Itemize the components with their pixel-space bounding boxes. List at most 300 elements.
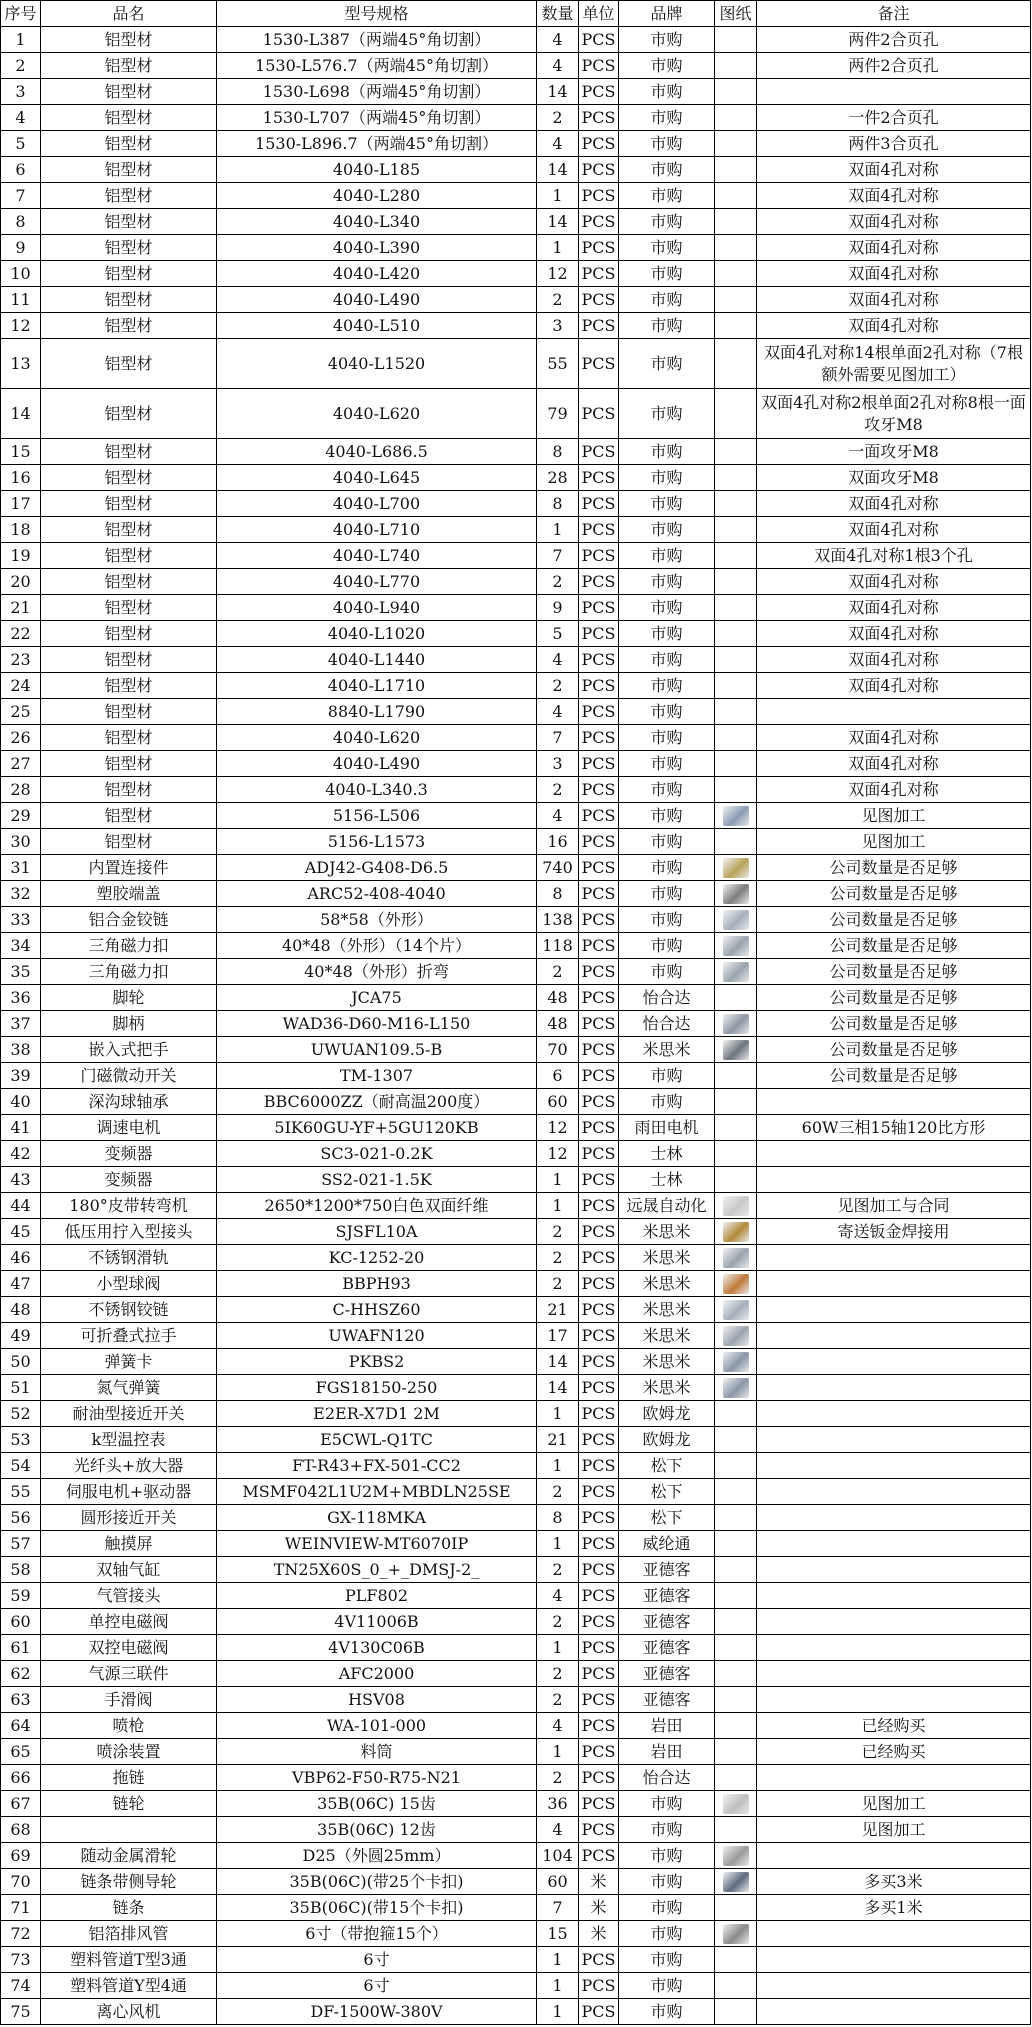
cell-spec: TN25X60S_0_+_DMSJ-2_ bbox=[217, 1557, 537, 1583]
cell-index: 75 bbox=[1, 1999, 41, 2025]
cell-spec: 4040-L620 bbox=[217, 389, 537, 439]
cell-drawing bbox=[715, 933, 757, 959]
cell-unit: PCS bbox=[579, 79, 619, 105]
table-row bbox=[1, 1167, 1031, 1193]
cell-spec: 6寸 bbox=[217, 1947, 537, 1973]
cell-spec: 1530-L576.7（两端45°角切割） bbox=[217, 53, 537, 79]
cell-brand: 市购 bbox=[619, 1895, 715, 1921]
cell-unit: PCS bbox=[579, 829, 619, 855]
cell-remark bbox=[757, 1375, 1031, 1401]
cell-unit: PCS bbox=[579, 389, 619, 439]
cell-brand: 市购 bbox=[619, 1063, 715, 1089]
cell-name bbox=[41, 1817, 217, 1843]
table-row bbox=[1, 751, 1031, 777]
cell-qty: 5 bbox=[537, 621, 579, 647]
cell-brand: 米思米 bbox=[619, 1297, 715, 1323]
cell-brand: 米思米 bbox=[619, 1323, 715, 1349]
cell-remark: 双面4孔对称14根单面2孔对称（7根额外需要见图加工） bbox=[757, 339, 1031, 389]
cell-brand: 市购 bbox=[619, 881, 715, 907]
cell-spec: 35B(06C) 15齿 bbox=[217, 1791, 537, 1817]
cell-index: 44 bbox=[1, 1193, 41, 1219]
cell-name: 铝型材 bbox=[41, 569, 217, 595]
cell-drawing bbox=[715, 907, 757, 933]
cell-qty: 14 bbox=[537, 1349, 579, 1375]
cell-remark: 双面4孔对称 bbox=[757, 595, 1031, 621]
sprocket-thumbnail-icon bbox=[723, 1794, 749, 1814]
cell-remark: 一面攻牙M8 bbox=[757, 439, 1031, 465]
cell-drawing bbox=[715, 1791, 757, 1817]
header-cell-drawing: 图纸 bbox=[715, 1, 757, 27]
cell-remark bbox=[757, 1089, 1031, 1115]
cell-name: 塑胶端盖 bbox=[41, 881, 217, 907]
cell-qty: 21 bbox=[537, 1297, 579, 1323]
cell-index: 18 bbox=[1, 517, 41, 543]
cell-brand: 怡合达 bbox=[619, 1765, 715, 1791]
cell-name: 调速电机 bbox=[41, 1115, 217, 1141]
cell-remark bbox=[757, 1557, 1031, 1583]
cell-remark bbox=[757, 1531, 1031, 1557]
cell-spec: MSMF042L1U2M+MBDLN25SE bbox=[217, 1479, 537, 1505]
cell-remark: 公司数量是否足够 bbox=[757, 881, 1031, 907]
cell-drawing bbox=[715, 1661, 757, 1687]
table-row bbox=[1, 1869, 1031, 1895]
cell-unit: PCS bbox=[579, 1583, 619, 1609]
cell-unit: PCS bbox=[579, 855, 619, 881]
cell-name: 脚轮 bbox=[41, 985, 217, 1011]
cell-spec: SC3-021-0.2K bbox=[217, 1141, 537, 1167]
cell-drawing bbox=[715, 131, 757, 157]
cell-drawing bbox=[715, 1973, 757, 1999]
cell-name: 铝型材 bbox=[41, 725, 217, 751]
cell-index: 53 bbox=[1, 1427, 41, 1453]
cell-index: 38 bbox=[1, 1037, 41, 1063]
cell-index: 47 bbox=[1, 1271, 41, 1297]
cell-brand: 亚德客 bbox=[619, 1609, 715, 1635]
cell-index: 27 bbox=[1, 751, 41, 777]
cell-brand: 市购 bbox=[619, 131, 715, 157]
cell-drawing bbox=[715, 439, 757, 465]
cell-remark: 双面4孔对称 bbox=[757, 157, 1031, 183]
cell-name: 离心风机 bbox=[41, 1999, 217, 2025]
cell-remark bbox=[757, 1661, 1031, 1687]
cell-drawing bbox=[715, 517, 757, 543]
cell-remark: 双面4孔对称1根3个孔 bbox=[757, 543, 1031, 569]
cell-remark: 双面4孔对称 bbox=[757, 517, 1031, 543]
cell-index: 30 bbox=[1, 829, 41, 855]
cell-index: 19 bbox=[1, 543, 41, 569]
cell-name: 铝型材 bbox=[41, 157, 217, 183]
cell-unit: PCS bbox=[579, 1271, 619, 1297]
table-row bbox=[1, 439, 1031, 465]
cell-qty: 1 bbox=[537, 183, 579, 209]
cell-unit: PCS bbox=[579, 27, 619, 53]
cell-drawing bbox=[715, 1323, 757, 1349]
cell-name: 变频器 bbox=[41, 1141, 217, 1167]
cell-name: 深沟球轴承 bbox=[41, 1089, 217, 1115]
cell-brand: 市购 bbox=[619, 235, 715, 261]
cell-brand: 士林 bbox=[619, 1141, 715, 1167]
cell-brand: 市购 bbox=[619, 339, 715, 389]
cell-brand: 亚德客 bbox=[619, 1635, 715, 1661]
joint-thumbnail-icon bbox=[723, 1222, 749, 1242]
cell-name: 双轴气缸 bbox=[41, 1557, 217, 1583]
cell-name: 链条带侧导轮 bbox=[41, 1869, 217, 1895]
cell-qty: 6 bbox=[537, 1063, 579, 1089]
cell-name: 铝型材 bbox=[41, 829, 217, 855]
cell-name: 链条 bbox=[41, 1895, 217, 1921]
cell-spec: 35B(06C) 12齿 bbox=[217, 1817, 537, 1843]
cell-index: 71 bbox=[1, 1895, 41, 1921]
cell-name: 拖链 bbox=[41, 1765, 217, 1791]
cell-spec: 4040-L1710 bbox=[217, 673, 537, 699]
table-row bbox=[1, 157, 1031, 183]
cell-unit: PCS bbox=[579, 647, 619, 673]
cell-name: 气源三联件 bbox=[41, 1661, 217, 1687]
table-row bbox=[1, 465, 1031, 491]
cell-index: 7 bbox=[1, 183, 41, 209]
cell-brand: 市购 bbox=[619, 647, 715, 673]
cell-drawing bbox=[715, 235, 757, 261]
cell-spec: SS2-021-1.5K bbox=[217, 1167, 537, 1193]
cell-unit: PCS bbox=[579, 157, 619, 183]
cell-drawing bbox=[715, 699, 757, 725]
cell-drawing bbox=[715, 1999, 757, 2025]
cell-spec: 1530-L698（两端45°角切割） bbox=[217, 79, 537, 105]
cell-qty: 7 bbox=[537, 543, 579, 569]
cell-qty: 70 bbox=[537, 1037, 579, 1063]
cell-spec: 5156-L1573 bbox=[217, 829, 537, 855]
cell-spec: 4040-L770 bbox=[217, 569, 537, 595]
cell-name: 三角磁力扣 bbox=[41, 933, 217, 959]
cell-spec: 4040-L1520 bbox=[217, 339, 537, 389]
cell-drawing bbox=[715, 1219, 757, 1245]
cell-qty: 7 bbox=[537, 1895, 579, 1921]
cell-index: 3 bbox=[1, 79, 41, 105]
cell-brand: 市购 bbox=[619, 53, 715, 79]
table-row bbox=[1, 1427, 1031, 1453]
cell-drawing bbox=[715, 1271, 757, 1297]
cell-spec: 8840-L1790 bbox=[217, 699, 537, 725]
cell-index: 28 bbox=[1, 777, 41, 803]
cell-drawing bbox=[715, 1167, 757, 1193]
cell-spec: 1530-L896.7（两端45°角切割） bbox=[217, 131, 537, 157]
cell-drawing bbox=[715, 287, 757, 313]
cell-drawing bbox=[715, 1609, 757, 1635]
cell-name: 双控电磁阀 bbox=[41, 1635, 217, 1661]
cell-unit: PCS bbox=[579, 595, 619, 621]
cell-brand: 市购 bbox=[619, 907, 715, 933]
cell-qty: 8 bbox=[537, 881, 579, 907]
cell-drawing bbox=[715, 829, 757, 855]
cell-index: 37 bbox=[1, 1011, 41, 1037]
table-row bbox=[1, 1921, 1031, 1947]
cell-remark: 已经购买 bbox=[757, 1739, 1031, 1765]
cell-spec: ARC52-408-4040 bbox=[217, 881, 537, 907]
table-row bbox=[1, 1063, 1031, 1089]
cell-qty: 9 bbox=[537, 595, 579, 621]
cell-unit: PCS bbox=[579, 105, 619, 131]
cap-thumbnail-icon bbox=[723, 884, 749, 904]
cell-index: 57 bbox=[1, 1531, 41, 1557]
cell-name: 铝型材 bbox=[41, 517, 217, 543]
cell-index: 26 bbox=[1, 725, 41, 751]
cell-index: 12 bbox=[1, 313, 41, 339]
cell-spec: 35B(06C)(带15个卡扣) bbox=[217, 1895, 537, 1921]
cell-unit: PCS bbox=[579, 1817, 619, 1843]
cell-remark bbox=[757, 1453, 1031, 1479]
cell-drawing bbox=[715, 959, 757, 985]
cell-name: 铝型材 bbox=[41, 287, 217, 313]
cell-qty: 2 bbox=[537, 1609, 579, 1635]
cell-brand: 亚德客 bbox=[619, 1583, 715, 1609]
cell-qty: 4 bbox=[537, 27, 579, 53]
cell-index: 42 bbox=[1, 1141, 41, 1167]
table-row bbox=[1, 1817, 1031, 1843]
cell-name: 弹簧卡 bbox=[41, 1349, 217, 1375]
cell-name: 单控电磁阀 bbox=[41, 1609, 217, 1635]
cell-unit: PCS bbox=[579, 1011, 619, 1037]
cell-index: 66 bbox=[1, 1765, 41, 1791]
cell-spec: 4040-L700 bbox=[217, 491, 537, 517]
cell-brand: 市购 bbox=[619, 803, 715, 829]
cell-spec: 5IK60GU-YF+5GU120KB bbox=[217, 1115, 537, 1141]
cell-index: 52 bbox=[1, 1401, 41, 1427]
cell-unit: PCS bbox=[579, 209, 619, 235]
cell-index: 74 bbox=[1, 1973, 41, 1999]
cell-name: 铝型材 bbox=[41, 699, 217, 725]
cell-qty: 4 bbox=[537, 647, 579, 673]
cell-brand: 市购 bbox=[619, 1869, 715, 1895]
cell-name: 铝型材 bbox=[41, 313, 217, 339]
table-row bbox=[1, 1479, 1031, 1505]
cell-unit: PCS bbox=[579, 725, 619, 751]
cell-remark bbox=[757, 1297, 1031, 1323]
magnet-thumbnail-icon bbox=[723, 936, 749, 956]
cell-qty: 2 bbox=[537, 1245, 579, 1271]
cell-drawing bbox=[715, 491, 757, 517]
cell-qty: 2 bbox=[537, 105, 579, 131]
cell-qty: 2 bbox=[537, 1557, 579, 1583]
cell-drawing bbox=[715, 543, 757, 569]
cell-brand: 米思米 bbox=[619, 1037, 715, 1063]
cell-drawing bbox=[715, 53, 757, 79]
cell-brand: 怡合达 bbox=[619, 985, 715, 1011]
cell-qty: 1 bbox=[537, 517, 579, 543]
cell-remark: 双面4孔对称 bbox=[757, 491, 1031, 517]
cell-index: 40 bbox=[1, 1089, 41, 1115]
cell-drawing bbox=[715, 1297, 757, 1323]
cell-brand: 松下 bbox=[619, 1505, 715, 1531]
cell-drawing bbox=[715, 595, 757, 621]
table-row bbox=[1, 339, 1031, 389]
cell-brand: 岩田 bbox=[619, 1713, 715, 1739]
cell-qty: 48 bbox=[537, 1011, 579, 1037]
cell-qty: 36 bbox=[537, 1791, 579, 1817]
cell-unit: PCS bbox=[579, 183, 619, 209]
cell-unit: PCS bbox=[579, 985, 619, 1011]
table-row bbox=[1, 1115, 1031, 1141]
cell-remark: 两件2合页孔 bbox=[757, 27, 1031, 53]
table-row bbox=[1, 803, 1031, 829]
cell-name: 气管接头 bbox=[41, 1583, 217, 1609]
cell-spec: 1530-L387（两端45°角切割） bbox=[217, 27, 537, 53]
table-row bbox=[1, 131, 1031, 157]
cell-remark bbox=[757, 1401, 1031, 1427]
cell-name: 耐油型接近开关 bbox=[41, 1401, 217, 1427]
cell-remark bbox=[757, 1479, 1031, 1505]
cell-brand: 亚德客 bbox=[619, 1687, 715, 1713]
cell-qty: 1 bbox=[537, 1401, 579, 1427]
cell-remark: 双面攻牙M8 bbox=[757, 465, 1031, 491]
cell-qty: 4 bbox=[537, 1817, 579, 1843]
cell-index: 35 bbox=[1, 959, 41, 985]
cell-unit: PCS bbox=[579, 881, 619, 907]
cell-name: 铝型材 bbox=[41, 183, 217, 209]
cell-spec: 1530-L707（两端45°角切割） bbox=[217, 105, 537, 131]
cell-index: 22 bbox=[1, 621, 41, 647]
cell-unit: PCS bbox=[579, 261, 619, 287]
cell-qty: 1 bbox=[537, 1531, 579, 1557]
cell-index: 29 bbox=[1, 803, 41, 829]
cell-remark: 两件2合页孔 bbox=[757, 53, 1031, 79]
cell-spec: 4040-L340.3 bbox=[217, 777, 537, 803]
cell-name: 铝型材 bbox=[41, 235, 217, 261]
cell-spec: E2ER-X7D1 2M bbox=[217, 1401, 537, 1427]
table-row bbox=[1, 517, 1031, 543]
cell-qty: 60 bbox=[537, 1089, 579, 1115]
cell-spec: PKBS2 bbox=[217, 1349, 537, 1375]
cell-index: 49 bbox=[1, 1323, 41, 1349]
cell-unit: PCS bbox=[579, 959, 619, 985]
cell-unit: PCS bbox=[579, 1427, 619, 1453]
cell-remark bbox=[757, 1635, 1031, 1661]
cell-index: 8 bbox=[1, 209, 41, 235]
cell-drawing bbox=[715, 1505, 757, 1531]
handle-thumbnail-icon bbox=[723, 1040, 749, 1060]
cell-drawing bbox=[715, 1635, 757, 1661]
cell-name: 低压用拧入型接头 bbox=[41, 1219, 217, 1245]
cell-remark: 公司数量是否足够 bbox=[757, 1063, 1031, 1089]
table-row bbox=[1, 673, 1031, 699]
cell-brand: 米思米 bbox=[619, 1271, 715, 1297]
cell-name: 铝型材 bbox=[41, 543, 217, 569]
cell-name: 喷涂装置 bbox=[41, 1739, 217, 1765]
cell-name: 内置连接件 bbox=[41, 855, 217, 881]
cell-drawing bbox=[715, 803, 757, 829]
cell-qty: 1 bbox=[537, 1635, 579, 1661]
cell-brand: 市购 bbox=[619, 699, 715, 725]
cell-drawing bbox=[715, 1193, 757, 1219]
cell-unit: PCS bbox=[579, 1973, 619, 1999]
cell-brand: 市购 bbox=[619, 517, 715, 543]
cell-index: 68 bbox=[1, 1817, 41, 1843]
cell-unit: PCS bbox=[579, 1141, 619, 1167]
cell-name: 小型球阀 bbox=[41, 1271, 217, 1297]
cell-remark: 双面4孔对称 bbox=[757, 287, 1031, 313]
cell-drawing bbox=[715, 1401, 757, 1427]
cell-index: 14 bbox=[1, 389, 41, 439]
cell-index: 63 bbox=[1, 1687, 41, 1713]
cell-qty: 60 bbox=[537, 1869, 579, 1895]
cell-drawing bbox=[715, 1063, 757, 1089]
cell-remark: 多买1米 bbox=[757, 1895, 1031, 1921]
cell-remark: 公司数量是否足够 bbox=[757, 1011, 1031, 1037]
cell-drawing bbox=[715, 261, 757, 287]
cell-brand: 市购 bbox=[619, 313, 715, 339]
table-row bbox=[1, 287, 1031, 313]
cell-index: 15 bbox=[1, 439, 41, 465]
table-row bbox=[1, 389, 1031, 439]
cell-index: 69 bbox=[1, 1843, 41, 1869]
cell-spec: 4040-L280 bbox=[217, 183, 537, 209]
cell-brand: 市购 bbox=[619, 157, 715, 183]
header-cell-unit: 单位 bbox=[579, 1, 619, 27]
cell-brand: 市购 bbox=[619, 543, 715, 569]
cell-name: 铝型材 bbox=[41, 491, 217, 517]
cell-drawing bbox=[715, 1895, 757, 1921]
cell-spec: 40*48（外形）折弯 bbox=[217, 959, 537, 985]
connector-thumbnail-icon bbox=[723, 858, 749, 878]
cell-unit: PCS bbox=[579, 1661, 619, 1687]
cell-drawing bbox=[715, 1479, 757, 1505]
table-row bbox=[1, 79, 1031, 105]
cell-drawing bbox=[715, 985, 757, 1011]
cell-brand: 市购 bbox=[619, 1921, 715, 1947]
cell-name: 嵌入式把手 bbox=[41, 1037, 217, 1063]
cell-drawing bbox=[715, 1817, 757, 1843]
cell-remark bbox=[757, 1765, 1031, 1791]
cell-qty: 1 bbox=[537, 1167, 579, 1193]
cell-unit: PCS bbox=[579, 1245, 619, 1271]
cell-spec: 4040-L490 bbox=[217, 751, 537, 777]
cell-brand: 市购 bbox=[619, 725, 715, 751]
cell-name: 铝型材 bbox=[41, 339, 217, 389]
cell-name: 变频器 bbox=[41, 1167, 217, 1193]
cell-qty: 4 bbox=[537, 1583, 579, 1609]
cell-remark bbox=[757, 1843, 1031, 1869]
cell-remark: 双面4孔对称 bbox=[757, 647, 1031, 673]
cell-qty: 1 bbox=[537, 1973, 579, 1999]
cell-unit: PCS bbox=[579, 1323, 619, 1349]
cell-name: 不锈钢滑轨 bbox=[41, 1245, 217, 1271]
cell-name: 铝型材 bbox=[41, 595, 217, 621]
cell-drawing bbox=[715, 1687, 757, 1713]
table-row bbox=[1, 1687, 1031, 1713]
cell-drawing bbox=[715, 777, 757, 803]
cell-name: 铝型材 bbox=[41, 105, 217, 131]
cell-unit: PCS bbox=[579, 1219, 619, 1245]
cell-unit: 米 bbox=[579, 1921, 619, 1947]
table-row bbox=[1, 595, 1031, 621]
cell-name: 铝型材 bbox=[41, 389, 217, 439]
cell-spec: ADJ42-G408-D6.5 bbox=[217, 855, 537, 881]
cell-unit: PCS bbox=[579, 1505, 619, 1531]
cell-remark: 公司数量是否足够 bbox=[757, 959, 1031, 985]
cell-name: 圆形接近开关 bbox=[41, 1505, 217, 1531]
cell-remark bbox=[757, 1349, 1031, 1375]
table-row bbox=[1, 1713, 1031, 1739]
cell-brand: 市购 bbox=[619, 1973, 715, 1999]
cell-spec: C-HHSZ60 bbox=[217, 1297, 537, 1323]
profile-thumbnail-icon bbox=[723, 806, 749, 826]
cell-remark: 双面4孔对称 bbox=[757, 235, 1031, 261]
cell-qty: 7 bbox=[537, 725, 579, 751]
cell-drawing bbox=[715, 725, 757, 751]
cell-drawing bbox=[715, 105, 757, 131]
cell-drawing bbox=[715, 1557, 757, 1583]
cell-remark: 公司数量是否足够 bbox=[757, 907, 1031, 933]
table-row bbox=[1, 1219, 1031, 1245]
